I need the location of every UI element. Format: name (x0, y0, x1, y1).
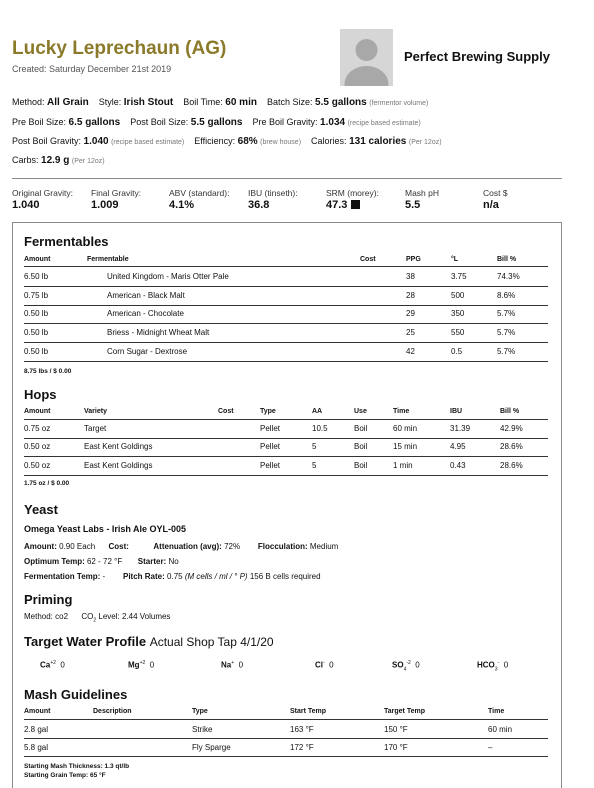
stat-abv: ABV (standard): 4.1% (169, 188, 230, 211)
priming-details: Method: co2 $CO_2$ Level: 2.44 Volumes (24, 612, 171, 624)
table-cell: 28.6% (500, 442, 523, 451)
table-cell: American - Chocolate (107, 309, 184, 318)
table-cell: Pellet (260, 461, 281, 470)
col-amount: Amount (24, 408, 51, 415)
stat-cost: Cost $ n/a (483, 188, 508, 211)
table-cell: 4.95 (450, 442, 466, 451)
table-cell: 5.7% (497, 328, 516, 337)
stat-srm: SRM (morey): 47.3 (326, 188, 379, 211)
table-cell: 550 (451, 328, 465, 337)
col-variety: Variety (84, 408, 107, 415)
yeast-row-1: Amount: 0.90 Each Cost: Attenuation (avg): 72% Flocculation: Medium (24, 542, 339, 551)
yeast-title: Yeast (24, 502, 58, 517)
table-cell: Briess - Midnight Wheat Malt (107, 328, 210, 337)
col-start-temp: Start Temp (290, 708, 327, 715)
table-cell: 1 min (393, 461, 413, 470)
table-cell: 8.6% (497, 291, 516, 300)
table-cell: 74.3% (497, 272, 520, 281)
table-cell: 2.8 gal (24, 725, 49, 734)
created-date: Created: Saturday December 21st 2019 (12, 64, 172, 74)
water-profile-title: Target Water Profile Actual Shop Tap 4/1/20 (24, 634, 274, 649)
table-cell: 170 °F (384, 743, 408, 752)
hops-title: Hops (24, 387, 57, 402)
recipe-details-box (12, 222, 562, 788)
table-cell: 5 (312, 442, 317, 451)
col-cost: Cost (360, 256, 376, 263)
meta-row-4: Carbs: 12.9 g (Per 12oz) (12, 155, 105, 166)
stat-mash-ph: Mash pH 5.5 (405, 188, 440, 211)
table-cell: Boil (354, 442, 368, 451)
table-cell: 172 °F (290, 743, 314, 752)
priming-title: Priming (24, 592, 73, 607)
table-cell: 25 (406, 328, 415, 337)
table-cell: 5.7% (497, 347, 516, 356)
yeast-row-3: Fermentation Temp: - Pitch Rate: 0.75 (M cells / ml / ° P) 156 B cells required (24, 572, 321, 581)
col-bill: Bill % (500, 408, 520, 415)
col-time: Time (393, 408, 410, 415)
table-cell: 5.7% (497, 309, 516, 318)
col-type: Type (192, 708, 208, 715)
table-cell: 5.8 gal (24, 743, 49, 752)
srm-color-swatch (351, 200, 360, 209)
stat-og: Original Gravity: 1.040 (12, 188, 73, 211)
table-cell: 31.39 (450, 424, 471, 433)
table-cell: 15 min (393, 442, 418, 451)
fermentables-title: Fermentables (24, 234, 109, 249)
shop-name: Perfect Brewing Supply (404, 49, 550, 64)
mash-grain-temp: Starting Grain Temp: 65 °F (24, 772, 106, 779)
table-cell: 0.50 lb (24, 328, 49, 337)
table-cell: – (488, 743, 493, 752)
table-cell: 0.43 (450, 461, 466, 470)
water-ion-mg: $Mg^{+2}$ 0 (128, 660, 155, 670)
recipe-title: Lucky Leprechaun (AG) (12, 38, 227, 59)
meta-row-3: Post Boil Gravity: 1.040 (recipe based estimate) Efficiency: 68% (brew house) Calories: 131 calories (Per 12oz) (12, 136, 442, 147)
col-use: Use (354, 408, 367, 415)
table-cell: Pellet (260, 442, 281, 451)
meta-row-1: Method: All Grain Style: Irish Stout Boil Time: 60 min Batch Size: 5.5 gallons (fermentor volume) (12, 97, 429, 108)
mash-thickness: Starting Mash Thickness: 1.3 qt/lb (24, 763, 130, 770)
table-cell: United Kingdom - Maris Otter Pale (107, 272, 229, 281)
table-cell: 0.5 (451, 347, 463, 356)
table-cell: East Kent Goldings (84, 461, 153, 470)
col-target-temp: Target Temp (384, 708, 425, 715)
hops-total: 1.75 oz / $ 0.00 (24, 480, 70, 487)
divider (12, 178, 562, 179)
water-ion-so4: $SO_4^{-2}$ 0 (392, 660, 420, 673)
table-cell: 38 (406, 272, 415, 281)
table-cell: 6.50 lb (24, 272, 49, 281)
col-fermentable: Fermentable (87, 256, 129, 263)
table-cell: 60 min (488, 725, 513, 734)
table-cell: Boil (354, 461, 368, 470)
table-cell: 350 (451, 309, 465, 318)
table-cell: 0.75 oz (24, 424, 51, 433)
yeast-name: Omega Yeast Labs - Irish Ale OYL-005 (24, 524, 187, 534)
table-cell: Corn Sugar - Dextrose (107, 347, 188, 356)
mash-title: Mash Guidelines (24, 687, 128, 702)
table-cell: 42 (406, 347, 415, 356)
table-cell: 5 (312, 461, 317, 470)
table-cell: Target (84, 424, 107, 433)
table-cell: Boil (354, 424, 368, 433)
table-cell: 163 °F (290, 725, 314, 734)
table-cell: 42.9% (500, 424, 523, 433)
yeast-row-2: Optimum Temp: 62 - 72 °F Starter: No (24, 557, 179, 566)
col-amount: Amount (24, 256, 51, 263)
col-type: Type (260, 408, 276, 415)
table-cell: 500 (451, 291, 465, 300)
col-bill: Bill % (497, 256, 517, 263)
table-cell: 0.50 oz (24, 461, 51, 470)
col-ppg: PPG (406, 256, 421, 263)
water-ion-cl: Cl- 0 (315, 660, 334, 670)
table-cell: 29 (406, 309, 415, 318)
stat-fg: Final Gravity: 1.009 (91, 188, 142, 211)
table-cell: 28 (406, 291, 415, 300)
table-cell: 10.5 (312, 424, 328, 433)
table-cell: 150 °F (384, 725, 408, 734)
table-cell: 0.50 lb (24, 309, 49, 318)
col-ibu: IBU (450, 408, 463, 415)
fermentables-total: 8.75 lbs / $ 0.00 (24, 368, 72, 375)
col-aa: AA (312, 408, 323, 415)
col-lovibond: °L (451, 256, 459, 263)
table-cell: Strike (192, 725, 213, 734)
table-cell: 0.50 lb (24, 347, 49, 356)
table-cell: 0.75 lb (24, 291, 49, 300)
col-cost: Cost (218, 408, 234, 415)
table-cell: Fly Sparge (192, 743, 231, 752)
table-cell: 3.75 (451, 272, 467, 281)
stat-ibu: IBU (tinseth): 36.8 (248, 188, 298, 211)
person-placeholder-icon (340, 29, 393, 86)
col-description: Description (93, 708, 132, 715)
table-cell: 0.50 oz (24, 442, 51, 451)
table-cell: American - Black Malt (107, 291, 185, 300)
water-ion-ca: $Ca^{+2}$ 0 (40, 660, 65, 670)
col-time: Time (488, 708, 505, 715)
col-amount: Amount (24, 708, 51, 715)
water-ion-na: Na+ 0 (221, 660, 244, 670)
water-ion-hco3: $HCO_3^-$ 0 (477, 660, 509, 673)
table-cell: East Kent Goldings (84, 442, 153, 451)
meta-row-2: Pre Boil Size: 6.5 gallons Post Boil Size: 5.5 gallons Pre Boil Gravity: 1.034 (recipe based estimate) (12, 117, 421, 128)
table-cell: 28.6% (500, 461, 523, 470)
table-cell: 60 min (393, 424, 418, 433)
table-cell: Pellet (260, 424, 281, 433)
